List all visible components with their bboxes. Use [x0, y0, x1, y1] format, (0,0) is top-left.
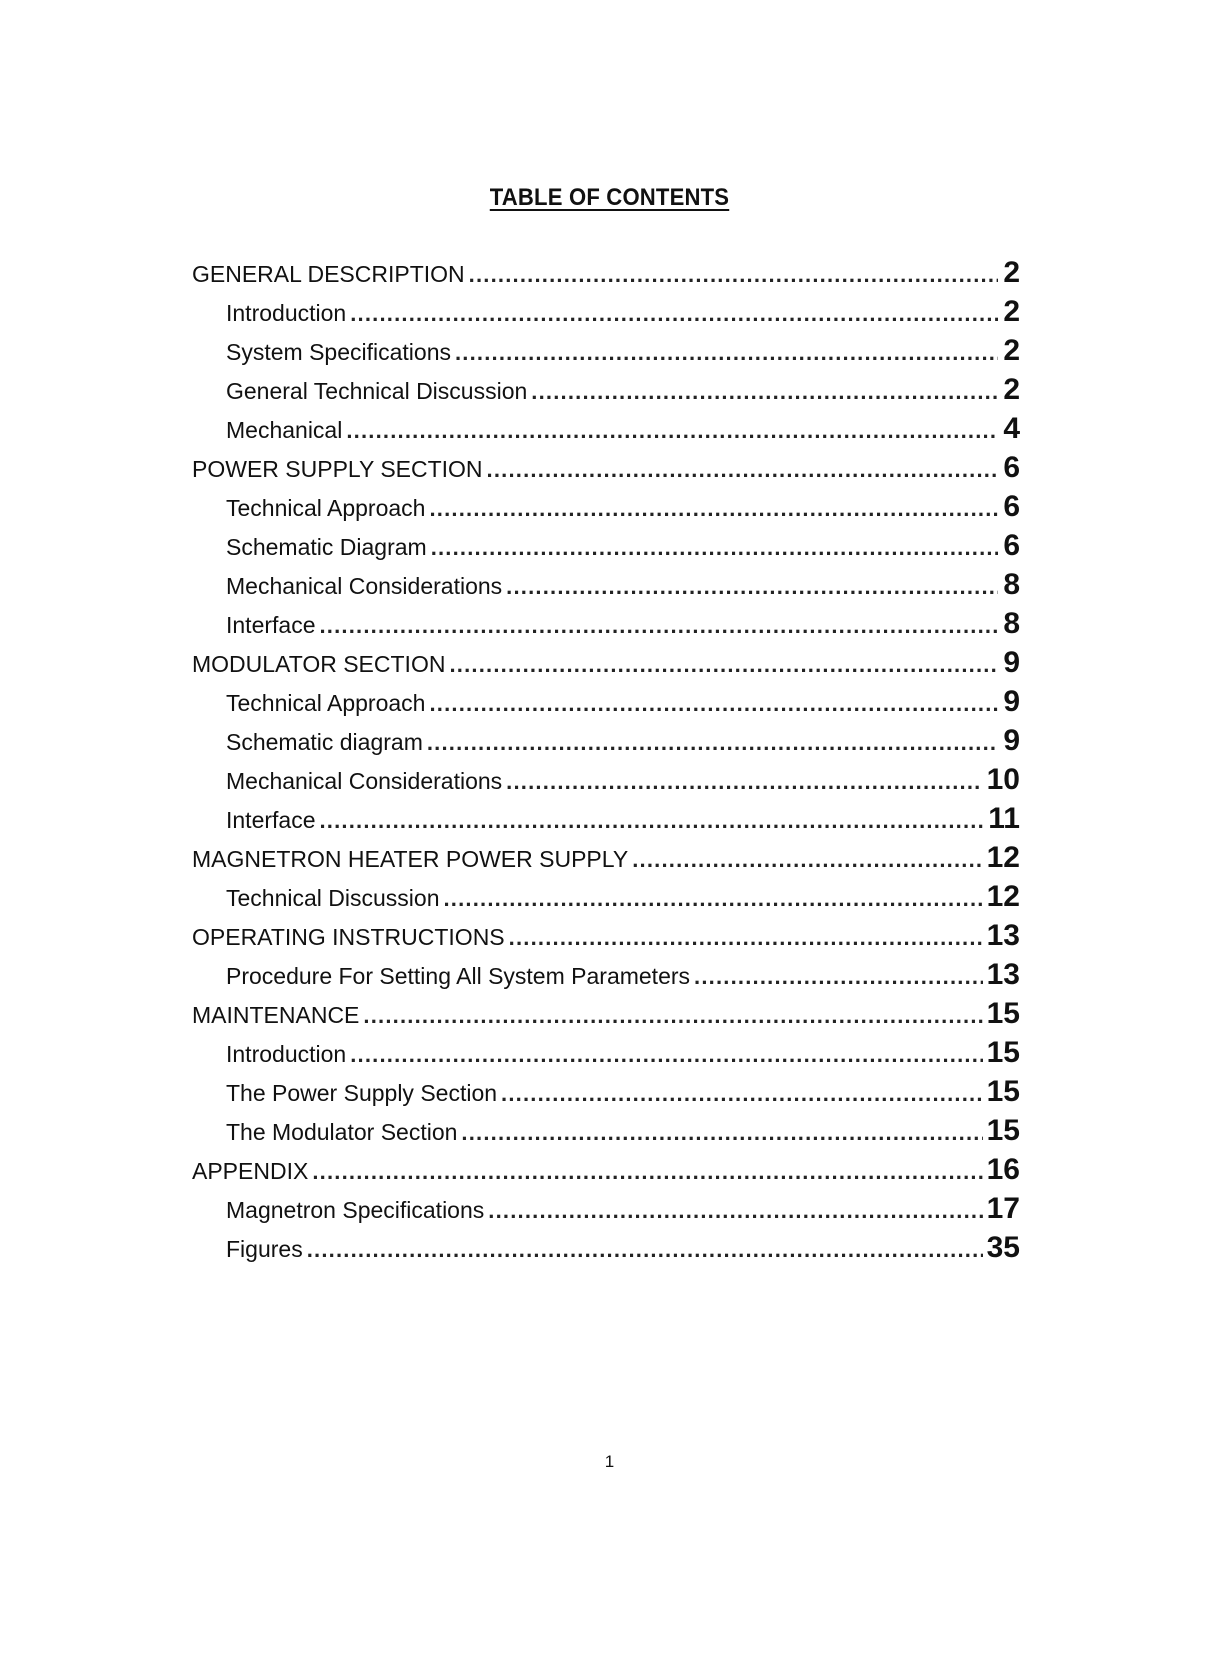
toc-entry-page-number: 6	[1003, 529, 1020, 562]
toc-entry-page-number: 2	[1003, 373, 1020, 406]
toc-entry-page-number: 8	[1003, 568, 1020, 601]
page-title: TABLE OF CONTENTS	[489, 184, 730, 211]
toc-entry-label: Interface	[226, 807, 316, 833]
toc-entry-label: System Specifications	[226, 339, 451, 365]
toc-entry-page-number: 10	[986, 763, 1020, 796]
toc-entry-label: Figures	[226, 1236, 303, 1262]
toc-dot-leader	[350, 301, 998, 327]
toc-entry-label: GENERAL DESCRIPTION	[192, 261, 465, 287]
toc-entry-page-number: 9	[1003, 724, 1020, 757]
toc-dot-leader	[694, 964, 983, 990]
toc-subsection-entry	[192, 1192, 1020, 1231]
toc-subsection-entry	[192, 1231, 1020, 1270]
toc-entry-page-number: 15	[986, 1075, 1020, 1108]
toc-entry-label: Technical Approach	[226, 495, 426, 521]
table-of-contents	[192, 256, 1020, 1270]
toc-entry-label: MODULATOR SECTION	[192, 651, 446, 677]
toc-dot-leader	[427, 730, 998, 756]
page-number: 1	[604, 1452, 615, 1471]
toc-subsection-entry	[192, 880, 1020, 919]
toc-entry-label: MAINTENANCE	[192, 1002, 360, 1028]
toc-entry-label: Technical Discussion	[226, 885, 440, 911]
toc-entry-page-number: 15	[986, 1036, 1020, 1069]
toc-entry-label: Schematic Diagram	[226, 534, 427, 560]
toc-entry-page-number: 15	[986, 1114, 1020, 1147]
toc-entry-label: Interface	[226, 612, 316, 638]
toc-subsection-entry	[192, 958, 1020, 997]
toc-entry-label: The Modulator Section	[226, 1119, 458, 1145]
toc-dot-leader	[346, 418, 998, 444]
toc-dot-leader	[429, 691, 998, 717]
toc-subsection-entry	[192, 412, 1020, 451]
toc-entry-label: Introduction	[226, 300, 347, 326]
toc-entry-label: MAGNETRON HEATER POWER SUPPLY	[192, 846, 629, 872]
toc-dot-leader	[506, 574, 998, 600]
toc-section-entry	[192, 1153, 1020, 1192]
toc-subsection-entry	[192, 373, 1020, 412]
toc-entry-label: Procedure For Setting All System Parameters	[226, 963, 691, 989]
toc-entry-page-number: 13	[986, 958, 1020, 991]
toc-entry-page-number: 16	[986, 1153, 1020, 1186]
toc-dot-leader	[350, 1042, 982, 1068]
toc-section-entry	[192, 256, 1020, 295]
toc-subsection-entry	[192, 724, 1020, 763]
toc-entry-page-number: 9	[1003, 685, 1020, 718]
toc-entry-page-number: 13	[986, 919, 1020, 952]
toc-entry-page-number: 6	[1003, 451, 1020, 484]
toc-section-entry	[192, 451, 1020, 490]
toc-entry-label: Introduction	[226, 1041, 347, 1067]
toc-entry-page-number: 35	[986, 1231, 1020, 1264]
toc-entry-label: Mechanical Considerations	[226, 768, 503, 794]
toc-entry-page-number: 9	[1003, 646, 1020, 679]
toc-dot-leader	[449, 652, 998, 678]
toc-subsection-entry	[192, 763, 1020, 802]
toc-entry-label: Schematic diagram	[226, 729, 423, 755]
toc-entry-page-number: 2	[1003, 334, 1020, 367]
toc-dot-leader	[429, 496, 998, 522]
toc-subsection-entry	[192, 568, 1020, 607]
toc-section-entry	[192, 841, 1020, 880]
toc-subsection-entry	[192, 490, 1020, 529]
toc-subsection-entry	[192, 295, 1020, 334]
toc-entry-label: General Technical Discussion	[226, 378, 528, 404]
toc-subsection-entry	[192, 1036, 1020, 1075]
toc-entry-page-number: 15	[986, 997, 1020, 1030]
toc-entry-label: The Power Supply Section	[226, 1080, 498, 1106]
toc-dot-leader	[501, 1081, 983, 1107]
toc-dot-leader	[312, 1159, 982, 1185]
toc-dot-leader	[488, 1198, 982, 1224]
toc-entry-page-number: 12	[986, 841, 1020, 874]
toc-entry-page-number: 17	[986, 1192, 1020, 1225]
toc-subsection-entry	[192, 529, 1020, 568]
toc-entry-label: Magnetron Specifications	[226, 1197, 485, 1223]
toc-entry-label: Mechanical	[226, 417, 343, 443]
toc-entry-page-number: 4	[1003, 412, 1020, 445]
toc-section-entry	[192, 919, 1020, 958]
toc-section-entry	[192, 646, 1020, 685]
toc-dot-leader	[363, 1003, 982, 1029]
toc-entry-label: APPENDIX	[192, 1158, 309, 1184]
toc-dot-leader	[469, 262, 998, 288]
toc-entry-label: Technical Approach	[226, 690, 426, 716]
toc-dot-leader	[632, 847, 982, 873]
toc-entry-page-number: 6	[1003, 490, 1020, 523]
toc-subsection-entry	[192, 1114, 1020, 1153]
toc-entry-page-number: 12	[986, 880, 1020, 913]
toc-entry-page-number: 2	[1003, 295, 1020, 328]
toc-dot-leader	[320, 613, 999, 639]
toc-section-entry	[192, 997, 1020, 1036]
toc-dot-leader	[455, 340, 998, 366]
toc-subsection-entry	[192, 685, 1020, 724]
toc-entry-label: Mechanical Considerations	[226, 573, 503, 599]
toc-dot-leader	[506, 769, 982, 795]
toc-subsection-entry	[192, 334, 1020, 373]
toc-dot-leader	[461, 1120, 982, 1146]
toc-subsection-entry	[192, 607, 1020, 646]
toc-entry-page-number: 2	[1003, 256, 1020, 289]
toc-dot-leader	[431, 535, 998, 561]
toc-dot-leader	[531, 379, 998, 405]
toc-entry-label: POWER SUPPLY SECTION	[192, 456, 483, 482]
toc-entry-page-number: 11	[988, 802, 1020, 835]
toc-dot-leader	[487, 457, 998, 483]
toc-entry-label: OPERATING INSTRUCTIONS	[192, 924, 505, 950]
toc-dot-leader	[307, 1237, 983, 1263]
toc-dot-leader	[320, 808, 985, 834]
toc-dot-leader	[443, 886, 982, 912]
toc-dot-leader	[509, 925, 983, 951]
toc-entry-page-number: 8	[1003, 607, 1020, 640]
toc-subsection-entry	[192, 802, 1020, 841]
toc-subsection-entry	[192, 1075, 1020, 1114]
